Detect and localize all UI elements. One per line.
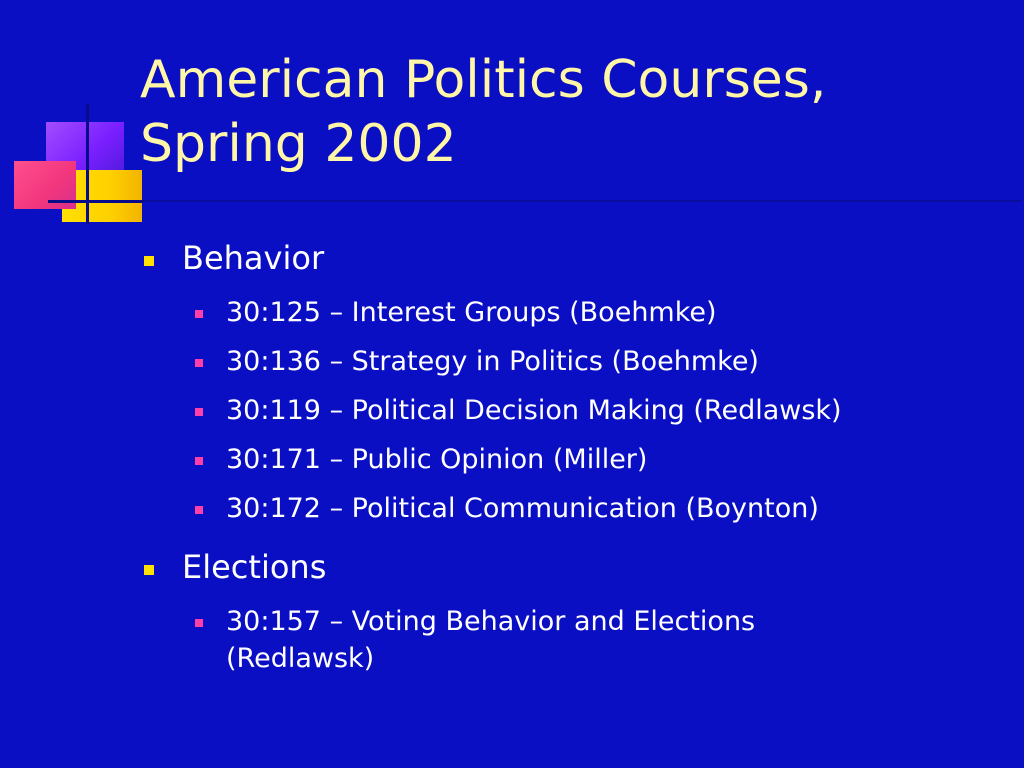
slide-title-line-2: Spring 2002 [140, 114, 457, 174]
list-item-label: 30:171 – Public Opinion (Miller) [226, 444, 648, 475]
section-heading-label: Behavior [182, 239, 325, 277]
square-bullet-icon [195, 506, 203, 514]
list-item [140, 343, 1000, 380]
square-bullet-icon [144, 565, 154, 575]
section-heading-elections [140, 543, 1000, 591]
square-bullet-icon [195, 619, 203, 627]
title-underline-rule [48, 200, 1022, 202]
section-heading-label: Elections [182, 548, 327, 586]
square-bullet-icon [195, 457, 203, 465]
bullet-list [140, 232, 1000, 677]
list-item [140, 392, 1000, 429]
section-heading-behavior [140, 234, 1000, 282]
title-underline-accent [48, 200, 144, 203]
vertical-divider-line [86, 104, 89, 224]
list-item [140, 603, 846, 677]
square-bullet-icon [195, 408, 203, 416]
list-item-label: 30:119 – Political Decision Making (Redlawsk) [226, 395, 842, 426]
slide-title-line-1: American Politics Courses, [140, 50, 827, 110]
list-item-label: 30:125 – Interest Groups (Boehmke) [226, 297, 717, 328]
square-bullet-icon [144, 256, 154, 266]
list-item-label: 30:172 – Political Communication (Boynton) [226, 493, 819, 524]
list-item [140, 441, 1000, 478]
list-item [140, 490, 1000, 527]
list-item-label: 30:157 – Voting Behavior and Elections (Redlawsk) [226, 606, 756, 674]
list-item [140, 294, 1000, 331]
list-item-label: 30:136 – Strategy in Politics (Boehmke) [226, 346, 759, 377]
square-bullet-icon [195, 359, 203, 367]
slide-title [140, 48, 1000, 176]
square-bullet-icon [195, 310, 203, 318]
